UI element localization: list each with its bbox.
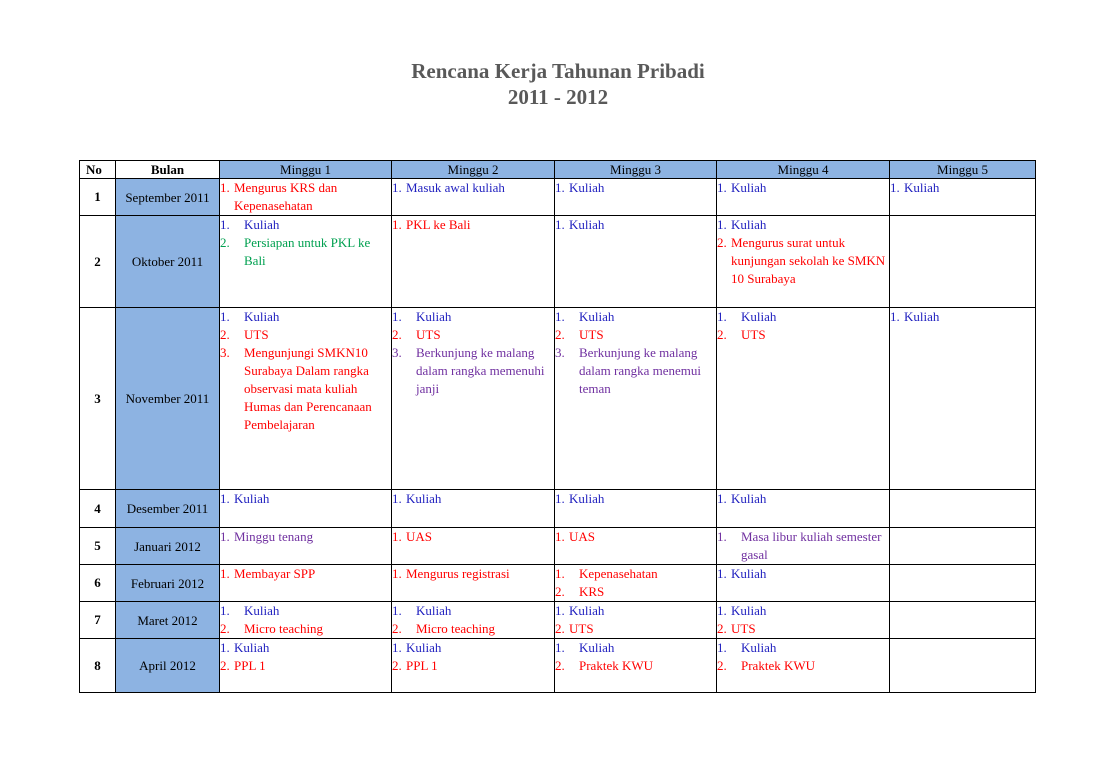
week-5-cell <box>890 528 1036 565</box>
row-number: 8 <box>80 639 116 693</box>
week-2-cell <box>392 528 555 565</box>
row-number: 6 <box>80 565 116 602</box>
item-number: 2. <box>555 658 565 673</box>
row-number: 1 <box>80 179 116 216</box>
list-item <box>555 565 716 583</box>
list-item <box>717 308 889 326</box>
row-number: 3 <box>80 308 116 490</box>
month-cell: September 2011 <box>116 179 220 216</box>
item-number: 1. <box>220 640 230 655</box>
item-text: Kuliah <box>731 603 767 618</box>
list-item <box>890 308 1035 326</box>
item-number: 1. <box>555 529 565 544</box>
item-text: Kuliah <box>741 309 777 324</box>
week-4-cell <box>717 179 890 216</box>
item-number: 1. <box>555 217 565 232</box>
item-number: 1. <box>392 603 402 618</box>
list-item <box>717 639 889 657</box>
row-number: 4 <box>80 490 116 528</box>
list-item <box>555 620 716 638</box>
week-3-cell <box>555 602 717 639</box>
table-row <box>80 528 1036 565</box>
item-number: 2. <box>220 621 230 636</box>
item-text: PPL 1 <box>234 658 266 673</box>
week-2-cell <box>392 602 555 639</box>
item-text: UTS <box>244 327 269 342</box>
item-text: Kuliah <box>731 217 767 232</box>
list-item <box>717 179 889 197</box>
list-item <box>220 490 391 508</box>
item-number: 1. <box>717 603 727 618</box>
week-1-cell <box>220 602 392 639</box>
item-number: 2. <box>392 658 402 673</box>
list-item <box>717 620 889 638</box>
header-minggu-2: Minggu 2 <box>392 161 555 179</box>
week-4-cell <box>717 565 890 602</box>
list-item <box>220 344 391 434</box>
item-number: 3. <box>555 345 565 360</box>
item-text: Kuliah <box>416 603 452 618</box>
week-4-cell <box>717 490 890 528</box>
list-item <box>392 657 554 675</box>
week-3-cell <box>555 308 717 490</box>
month-cell: Oktober 2011 <box>116 216 220 308</box>
item-number: 2. <box>392 327 402 342</box>
list-item <box>717 216 889 234</box>
list-item <box>220 179 391 215</box>
week-1-cell <box>220 528 392 565</box>
list-item <box>220 234 391 270</box>
item-number: 2. <box>392 621 402 636</box>
item-number: 1. <box>555 491 565 506</box>
item-number: 1. <box>392 640 402 655</box>
list-item <box>392 490 554 508</box>
item-text: Kepenasehatan <box>579 566 658 581</box>
week-2-cell <box>392 179 555 216</box>
item-text: Mengurus registrasi <box>406 566 510 581</box>
week-1-cell <box>220 179 392 216</box>
item-number: 1. <box>392 217 402 232</box>
item-text: Praktek KWU <box>741 658 816 673</box>
table-row <box>80 179 1036 216</box>
item-number: 3. <box>392 345 402 360</box>
item-text: Kuliah <box>569 180 605 195</box>
item-text: Minggu tenang <box>234 529 314 544</box>
item-text: Kuliah <box>416 309 452 324</box>
header-no: No <box>80 161 116 179</box>
item-number: 1. <box>220 529 230 544</box>
item-text: UAS <box>406 529 433 544</box>
table-row <box>80 565 1036 602</box>
week-4-cell <box>717 308 890 490</box>
item-number: 2. <box>220 327 230 342</box>
item-text: Kuliah <box>244 603 280 618</box>
list-item <box>392 565 554 583</box>
item-text: UAS <box>569 529 596 544</box>
item-text: Kuliah <box>569 491 605 506</box>
page-title <box>0 58 1116 110</box>
item-number: 1. <box>890 180 900 195</box>
item-text: Micro teaching <box>244 621 324 636</box>
list-item <box>392 602 554 620</box>
item-text: Kuliah <box>731 491 767 506</box>
list-item <box>555 308 716 326</box>
week-5-cell <box>890 639 1036 693</box>
item-text: PKL ke Bali <box>406 217 471 232</box>
item-text: UTS <box>416 327 441 342</box>
item-text: Kuliah <box>244 217 280 232</box>
item-number: 2. <box>717 327 727 342</box>
week-2-cell <box>392 490 555 528</box>
week-4-cell <box>717 602 890 639</box>
item-text: Masa libur kuliah semester gasal <box>741 529 882 562</box>
item-text: UTS <box>569 621 594 636</box>
header-minggu-1: Minggu 1 <box>220 161 392 179</box>
table-row <box>80 490 1036 528</box>
list-item <box>220 657 391 675</box>
list-item <box>220 308 391 326</box>
title-line-1: Rencana Kerja Tahunan Pribadi <box>411 59 705 83</box>
item-text: Kuliah <box>579 640 615 655</box>
list-item <box>555 583 716 601</box>
list-item <box>717 565 889 583</box>
week-5-cell <box>890 216 1036 308</box>
item-text: Kuliah <box>731 180 767 195</box>
item-text: Kuliah <box>904 309 940 324</box>
list-item <box>220 216 391 234</box>
week-1-cell <box>220 565 392 602</box>
item-number: 2. <box>555 621 565 636</box>
item-text: Kuliah <box>904 180 940 195</box>
item-text: Praktek KWU <box>579 658 654 673</box>
item-text: KRS <box>579 584 605 599</box>
week-1-cell <box>220 308 392 490</box>
item-number: 1. <box>392 566 402 581</box>
row-number: 5 <box>80 528 116 565</box>
list-item <box>555 216 716 234</box>
month-cell: Maret 2012 <box>116 602 220 639</box>
list-item <box>220 602 391 620</box>
item-number: 2. <box>555 327 565 342</box>
item-number: 1. <box>717 180 727 195</box>
table-header <box>80 161 1036 179</box>
week-4-cell <box>717 528 890 565</box>
week-1-cell <box>220 639 392 693</box>
list-item <box>392 639 554 657</box>
item-number: 2. <box>717 621 727 636</box>
week-2-cell <box>392 216 555 308</box>
item-number: 1. <box>220 309 230 324</box>
item-text: Kuliah <box>234 491 270 506</box>
item-text: Masuk awal kuliah <box>406 180 505 195</box>
row-number: 7 <box>80 602 116 639</box>
week-5-cell <box>890 179 1036 216</box>
list-item <box>392 326 554 344</box>
table-row <box>80 602 1036 639</box>
title-line-2: 2011 - 2012 <box>507 85 609 109</box>
list-item <box>717 602 889 620</box>
week-5-cell <box>890 565 1036 602</box>
week-2-cell <box>392 565 555 602</box>
list-item <box>392 179 554 197</box>
schedule-table <box>79 160 1036 693</box>
header-minggu-4: Minggu 4 <box>717 161 890 179</box>
item-number: 1. <box>717 529 727 544</box>
list-item <box>717 490 889 508</box>
item-text: Kuliah <box>244 309 280 324</box>
week-4-cell <box>717 216 890 308</box>
item-text: Kuliah <box>406 491 442 506</box>
item-text: Mengunjungi SMKN10 Surabaya Dalam rangka observasi mata kuliah Humas dan Perencanaan Pembelajaran <box>244 345 372 432</box>
week-3-cell <box>555 179 717 216</box>
list-item <box>555 528 716 546</box>
item-text: UTS <box>741 327 766 342</box>
list-item <box>717 528 889 564</box>
week-3-cell <box>555 490 717 528</box>
item-number: 2. <box>717 235 727 250</box>
item-number: 1. <box>555 309 565 324</box>
table-row <box>80 216 1036 308</box>
month-cell: Desember 2011 <box>116 490 220 528</box>
month-cell: Januari 2012 <box>116 528 220 565</box>
item-text: Kuliah <box>569 603 605 618</box>
item-text: Micro teaching <box>416 621 496 636</box>
header-bulan: Bulan <box>116 161 220 179</box>
item-text: Membayar SPP <box>234 566 316 581</box>
item-number: 1. <box>220 491 230 506</box>
item-text: PPL 1 <box>406 658 438 673</box>
header-minggu-3: Minggu 3 <box>555 161 717 179</box>
week-2-cell <box>392 308 555 490</box>
week-5-cell <box>890 602 1036 639</box>
item-text: Kuliah <box>234 640 270 655</box>
week-1-cell <box>220 216 392 308</box>
list-item <box>555 602 716 620</box>
list-item <box>555 657 716 675</box>
item-text: Kuliah <box>741 640 777 655</box>
week-2-cell <box>392 639 555 693</box>
item-number: 1. <box>555 566 565 581</box>
list-item <box>555 344 716 398</box>
list-item <box>890 179 1035 197</box>
table-body <box>80 179 1036 693</box>
week-4-cell <box>717 639 890 693</box>
item-number: 2. <box>555 584 565 599</box>
item-number: 1. <box>220 217 230 232</box>
list-item <box>717 234 889 288</box>
list-item <box>220 565 391 583</box>
item-text: Kuliah <box>579 309 615 324</box>
item-text: Kuliah <box>731 566 767 581</box>
month-cell: Februari 2012 <box>116 565 220 602</box>
item-text: Mengurus surat untuk kunjungan sekolah ke SMKN 10 Surabaya <box>731 235 886 286</box>
list-item <box>717 657 889 675</box>
item-text: Berkunjung ke malang dalam rangka memenuhi janji <box>416 345 545 396</box>
week-3-cell <box>555 565 717 602</box>
item-text: Persiapan untuk PKL ke Bali <box>244 235 371 268</box>
item-number: 1. <box>392 180 402 195</box>
list-item <box>392 216 554 234</box>
list-item <box>220 326 391 344</box>
list-item <box>220 639 391 657</box>
item-number: 1. <box>717 309 727 324</box>
item-number: 1. <box>220 566 230 581</box>
item-number: 1. <box>717 217 727 232</box>
week-5-cell <box>890 308 1036 490</box>
item-number: 1. <box>392 529 402 544</box>
month-cell: November 2011 <box>116 308 220 490</box>
list-item <box>555 179 716 197</box>
item-number: 1. <box>890 309 900 324</box>
item-number: 1. <box>220 603 230 618</box>
item-text: UTS <box>731 621 756 636</box>
list-item <box>392 308 554 326</box>
item-text: Kuliah <box>569 217 605 232</box>
table-row <box>80 308 1036 490</box>
list-item <box>555 326 716 344</box>
month-cell: April 2012 <box>116 639 220 693</box>
item-number: 1. <box>717 566 727 581</box>
item-number: 2. <box>220 658 230 673</box>
list-item <box>392 528 554 546</box>
list-item <box>220 528 391 546</box>
header-row <box>80 161 1036 179</box>
item-number: 1. <box>220 180 230 195</box>
item-number: 1. <box>717 640 727 655</box>
table-row <box>80 639 1036 693</box>
list-item <box>555 490 716 508</box>
item-number: 1. <box>392 309 402 324</box>
item-number: 1. <box>717 491 727 506</box>
item-number: 3. <box>220 345 230 360</box>
header-minggu-5: Minggu 5 <box>890 161 1036 179</box>
list-item <box>555 639 716 657</box>
item-number: 1. <box>555 603 565 618</box>
item-text: Berkunjung ke malang dalam rangka menemui teman <box>579 345 702 396</box>
item-text: Kuliah <box>406 640 442 655</box>
item-number: 1. <box>555 180 565 195</box>
list-item <box>392 344 554 398</box>
week-1-cell <box>220 490 392 528</box>
item-number: 1. <box>555 640 565 655</box>
week-5-cell <box>890 490 1036 528</box>
list-item <box>220 620 391 638</box>
list-item <box>717 326 889 344</box>
week-3-cell <box>555 639 717 693</box>
row-number: 2 <box>80 216 116 308</box>
item-text: Mengurus KRS dan Kepenasehatan <box>234 180 338 213</box>
list-item <box>392 620 554 638</box>
week-3-cell <box>555 216 717 308</box>
item-text: UTS <box>579 327 604 342</box>
item-number: 2. <box>220 235 230 250</box>
week-3-cell <box>555 528 717 565</box>
item-number: 2. <box>717 658 727 673</box>
item-number: 1. <box>392 491 402 506</box>
